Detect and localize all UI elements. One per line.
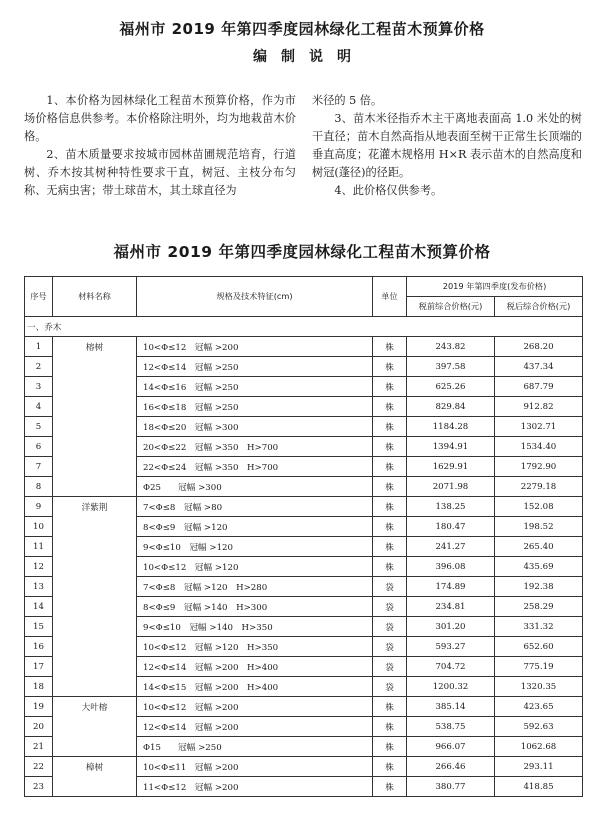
header-name: 材料名称 (53, 277, 137, 317)
row-number: 19 (25, 697, 53, 717)
row-spec: 10<Φ≤12 冠幅 >200 (137, 697, 373, 717)
row-spec: 7<Φ≤8 冠幅 >120 H>280 (137, 577, 373, 597)
row-material-name (53, 597, 137, 617)
row-post-tax-price: 1302.71 (495, 417, 583, 437)
row-post-tax-price: 423.65 (495, 697, 583, 717)
notes-left-column (24, 92, 296, 200)
row-number: 11 (25, 537, 53, 557)
row-post-tax-price: 652.60 (495, 637, 583, 657)
table-row (25, 457, 583, 477)
row-pre-tax-price: 1200.32 (407, 677, 495, 697)
table-row (25, 577, 583, 597)
row-spec: 10<Φ≤12 冠幅 >200 (137, 337, 373, 357)
row-material-name (53, 397, 137, 417)
row-pre-tax-price: 593.27 (407, 637, 495, 657)
row-post-tax-price: 1534.40 (495, 437, 583, 457)
row-pre-tax-price: 704.72 (407, 657, 495, 677)
row-spec: 20<Φ≤22 冠幅 >350 H>700 (137, 437, 373, 457)
row-unit: 株 (373, 757, 407, 777)
row-material-name (53, 717, 137, 737)
row-number: 4 (25, 397, 53, 417)
row-post-tax-price: 198.52 (495, 517, 583, 537)
row-unit: 株 (373, 737, 407, 757)
row-spec: 9<Φ≤10 冠幅 >120 (137, 537, 373, 557)
row-material-name: 洋紫荆 (53, 497, 137, 517)
row-unit: 袋 (373, 617, 407, 637)
header-price-group: 2019 年第四季度(发布价格) (407, 277, 583, 297)
row-unit: 袋 (373, 657, 407, 677)
row-number: 15 (25, 617, 53, 637)
row-pre-tax-price: 1629.91 (407, 457, 495, 477)
row-number: 14 (25, 597, 53, 617)
row-pre-tax-price: 301.20 (407, 617, 495, 637)
table-row (25, 497, 583, 517)
table-body (25, 317, 583, 797)
table-row (25, 617, 583, 637)
row-post-tax-price: 1320.35 (495, 677, 583, 697)
row-pre-tax-price: 385.14 (407, 697, 495, 717)
row-spec: Φ15 冠幅 >250 (137, 737, 373, 757)
row-post-tax-price: 435.69 (495, 557, 583, 577)
row-number: 9 (25, 497, 53, 517)
row-number: 10 (25, 517, 53, 537)
row-spec: 10<Φ≤11 冠幅 >200 (137, 757, 373, 777)
row-number: 1 (25, 337, 53, 357)
row-unit: 袋 (373, 577, 407, 597)
row-number: 22 (25, 757, 53, 777)
row-spec: 8<Φ≤9 冠幅 >120 (137, 517, 373, 537)
row-unit: 袋 (373, 597, 407, 617)
note-paragraph: 3、苗木米径指乔木主干离地表面高 1.0 米处的树干直径；苗木自然高指从地表面至树干正常生长顶端的垂直高度；花灌木规格用 H×R 表示苗木的自然高度和树冠(蓬径)的径距。 (312, 112, 582, 179)
row-material-name (53, 517, 137, 537)
table-row (25, 697, 583, 717)
row-unit: 株 (373, 517, 407, 537)
row-material-name: 榕树 (53, 337, 137, 357)
row-material-name (53, 477, 137, 497)
row-material-name (53, 677, 137, 697)
row-number: 8 (25, 477, 53, 497)
row-post-tax-price: 331.32 (495, 617, 583, 637)
row-post-tax-price: 1062.68 (495, 737, 583, 757)
row-spec: 18<Φ≤20 冠幅 >300 (137, 417, 373, 437)
row-post-tax-price: 192.38 (495, 577, 583, 597)
row-spec: 14<Φ≤15 冠幅 >200 H>400 (137, 677, 373, 697)
row-post-tax-price: 258.29 (495, 597, 583, 617)
row-number: 18 (25, 677, 53, 697)
row-material-name (53, 437, 137, 457)
row-spec: 8<Φ≤9 冠幅 >140 H>300 (137, 597, 373, 617)
row-material-name (53, 537, 137, 557)
row-unit: 株 (373, 337, 407, 357)
note-paragraph: 2、苗木质量要求按城市园林苗圃规范培育，行道树、乔木按其树种特性要求干直，树冠、主枝分布匀称、无病虫害；带土球苗木，其土球直径为 (24, 148, 296, 197)
row-unit: 株 (373, 537, 407, 557)
row-unit: 株 (373, 497, 407, 517)
row-number: 5 (25, 417, 53, 437)
row-material-name (53, 617, 137, 637)
row-pre-tax-price: 380.77 (407, 777, 495, 797)
row-unit: 株 (373, 437, 407, 457)
row-spec: 12<Φ≤14 冠幅 >250 (137, 357, 373, 377)
table-row (25, 337, 583, 357)
row-post-tax-price: 418.85 (495, 777, 583, 797)
row-number: 3 (25, 377, 53, 397)
row-post-tax-price: 1792.90 (495, 457, 583, 477)
row-material-name (53, 637, 137, 657)
row-spec: 12<Φ≤14 冠幅 >200 (137, 717, 373, 737)
row-pre-tax-price: 538.75 (407, 717, 495, 737)
row-material-name (53, 377, 137, 397)
row-post-tax-price: 265.40 (495, 537, 583, 557)
row-pre-tax-price: 966.07 (407, 737, 495, 757)
row-number: 12 (25, 557, 53, 577)
table-row (25, 397, 583, 417)
row-spec: 10<Φ≤12 冠幅 >120 (137, 557, 373, 577)
price-table (24, 276, 583, 797)
table-row (25, 357, 583, 377)
row-number: 20 (25, 717, 53, 737)
table-row (25, 417, 583, 437)
header-pre-tax: 税前综合价格(元) (407, 297, 495, 317)
row-pre-tax-price: 180.47 (407, 517, 495, 537)
row-unit: 袋 (373, 677, 407, 697)
row-pre-tax-price: 241.27 (407, 537, 495, 557)
row-spec: 12<Φ≤14 冠幅 >200 H>400 (137, 657, 373, 677)
row-pre-tax-price: 396.08 (407, 557, 495, 577)
row-number: 7 (25, 457, 53, 477)
row-unit: 株 (373, 557, 407, 577)
row-unit: 株 (373, 397, 407, 417)
row-unit: 株 (373, 417, 407, 437)
row-post-tax-price: 437.34 (495, 357, 583, 377)
note-paragraph: 4、此价格仅供参考。 (334, 184, 443, 197)
row-number: 16 (25, 637, 53, 657)
table-row (25, 597, 583, 617)
header-unit: 单位 (373, 277, 407, 317)
row-pre-tax-price: 1184.28 (407, 417, 495, 437)
table-row (25, 437, 583, 457)
row-unit: 株 (373, 457, 407, 477)
row-pre-tax-price: 1394.91 (407, 437, 495, 457)
row-pre-tax-price: 138.25 (407, 497, 495, 517)
row-material-name (53, 657, 137, 677)
row-number: 13 (25, 577, 53, 597)
table-row (25, 637, 583, 657)
row-spec: Φ25 冠幅 >300 (137, 477, 373, 497)
row-material-name (53, 737, 137, 757)
row-post-tax-price: 775.19 (495, 657, 583, 677)
section-row (25, 317, 583, 337)
table-title: 福州市 2019 年第四季度园林绿化工程苗木预算价格 (113, 243, 491, 261)
row-unit: 株 (373, 697, 407, 717)
row-post-tax-price: 2279.18 (495, 477, 583, 497)
row-number: 21 (25, 737, 53, 757)
row-pre-tax-price: 266.46 (407, 757, 495, 777)
row-post-tax-price: 152.08 (495, 497, 583, 517)
row-pre-tax-price: 2071.98 (407, 477, 495, 497)
table-row (25, 377, 583, 397)
row-number: 23 (25, 777, 53, 797)
row-material-name (53, 557, 137, 577)
row-spec: 16<Φ≤18 冠幅 >250 (137, 397, 373, 417)
note-paragraph: 1、本价格为园林绿化工程苗木预算价格，作为市场价格信息供参考。本价格除注明外，均为地栽苗木价格。 (24, 94, 296, 143)
section-label: 一、乔木 (25, 317, 583, 337)
table-row (25, 777, 583, 797)
table-row (25, 517, 583, 537)
table-row (25, 677, 583, 697)
row-pre-tax-price: 234.81 (407, 597, 495, 617)
row-spec: 14<Φ≤16 冠幅 >250 (137, 377, 373, 397)
table-row (25, 657, 583, 677)
row-post-tax-price: 293.11 (495, 757, 583, 777)
row-number: 2 (25, 357, 53, 377)
row-post-tax-price: 687.79 (495, 377, 583, 397)
row-pre-tax-price: 397.58 (407, 357, 495, 377)
row-pre-tax-price: 174.89 (407, 577, 495, 597)
row-spec: 10<Φ≤12 冠幅 >120 H>350 (137, 637, 373, 657)
row-post-tax-price: 592.63 (495, 717, 583, 737)
table-row (25, 757, 583, 777)
row-number: 6 (25, 437, 53, 457)
header-spec: 规格及技术特征(cm) (137, 277, 373, 317)
row-unit: 株 (373, 777, 407, 797)
row-spec: 11<Φ≤12 冠幅 >200 (137, 777, 373, 797)
row-post-tax-price: 268.20 (495, 337, 583, 357)
table-row (25, 717, 583, 737)
row-material-name (53, 777, 137, 797)
row-unit: 株 (373, 377, 407, 397)
note-paragraph: 米径的 5 倍。 (312, 94, 383, 107)
row-spec: 9<Φ≤10 冠幅 >140 H>350 (137, 617, 373, 637)
row-material-name: 樟树 (53, 757, 137, 777)
notes-right-column (312, 92, 582, 200)
row-unit: 株 (373, 477, 407, 497)
table-row (25, 537, 583, 557)
table-row (25, 737, 583, 757)
row-material-name: 大叶榕 (53, 697, 137, 717)
row-material-name (53, 417, 137, 437)
row-pre-tax-price: 625.26 (407, 377, 495, 397)
row-pre-tax-price: 829.84 (407, 397, 495, 417)
row-pre-tax-price: 243.82 (407, 337, 495, 357)
header-seq: 序号 (25, 277, 53, 317)
row-material-name (53, 357, 137, 377)
document-title: 福州市 2019 年第四季度园林绿化工程苗木预算价格 (119, 20, 485, 38)
row-spec: 7<Φ≤8 冠幅 >80 (137, 497, 373, 517)
table-row (25, 557, 583, 577)
row-spec: 22<Φ≤24 冠幅 >350 H>700 (137, 457, 373, 477)
document-subtitle: 编制说明 (253, 49, 365, 65)
row-material-name (53, 457, 137, 477)
row-post-tax-price: 912.82 (495, 397, 583, 417)
row-material-name (53, 577, 137, 597)
row-number: 17 (25, 657, 53, 677)
row-unit: 袋 (373, 637, 407, 657)
table-row (25, 477, 583, 497)
row-unit: 株 (373, 357, 407, 377)
header-post-tax: 税后综合价格(元) (495, 297, 583, 317)
row-unit: 株 (373, 717, 407, 737)
